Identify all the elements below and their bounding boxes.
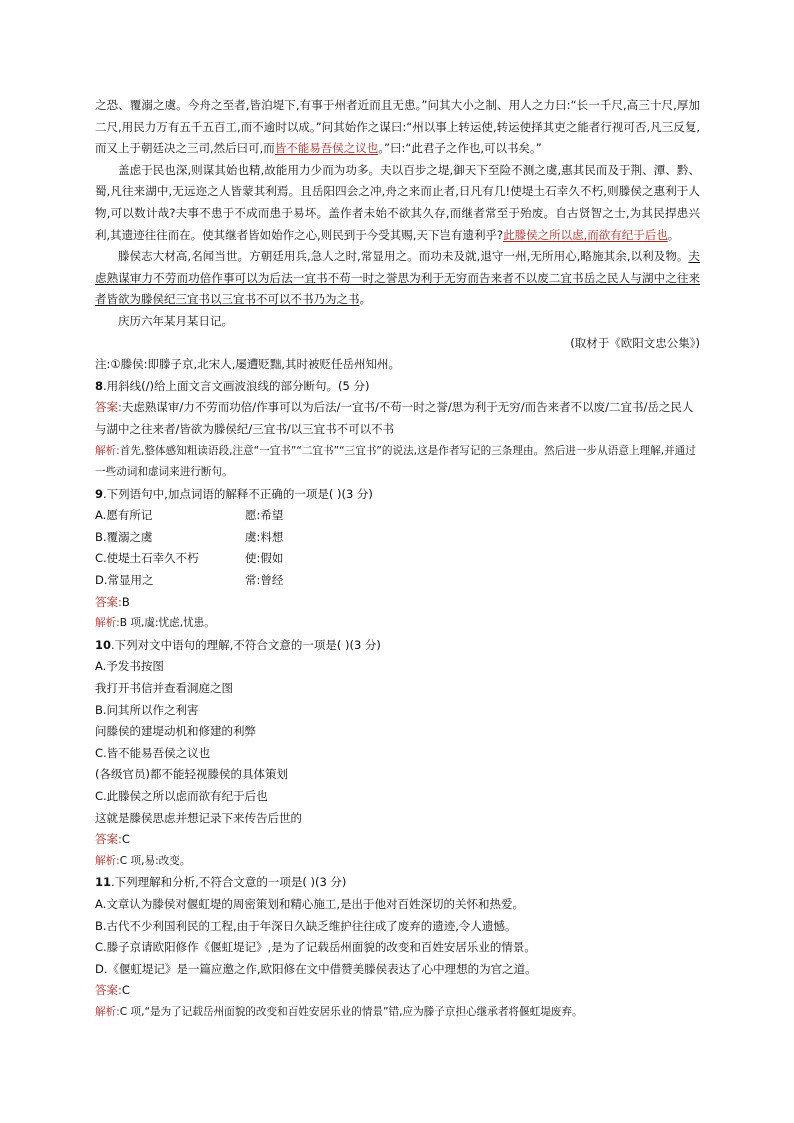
footnote: 注:①滕侯:即滕子京,北宋人,屡遭贬黜,其时被贬任岳州知州。 [95, 357, 401, 372]
answer-label: 答案: [95, 594, 122, 609]
question-text: .下列语句中,加点词语的解释不正确的一项是( )(3 分) [103, 486, 373, 501]
option-explanation: 虞:料想 [245, 529, 284, 544]
answer-label: 答案: [95, 983, 122, 998]
question-text: .用斜线(/)给上面文言文画波浪线的部分断句。(5 分) [103, 378, 370, 393]
option-line: C.滕子京请欧阳修作《偃虹堤记》,是为了记载岳州面貌的改变和百姓安居乐业的情景。 [95, 940, 536, 955]
option-phrase: A.愿有所记 [95, 508, 153, 523]
option-line: C.皆不能易吾侯之议也 [95, 745, 211, 760]
answer-text: B [121, 594, 130, 609]
passage-text: 。”曰:“此君子之作也,可以书矣。” [378, 141, 542, 156]
passage-paragraph-1 [95, 95, 700, 160]
option-phrase: D.常显用之 [95, 573, 154, 588]
question-10-answer [95, 829, 700, 851]
option-line: A.文章认为滕侯对偃虹堤的周密策划和精心施工,是出于他对百姓深切的关怀和热爱。 [95, 896, 524, 911]
question-number: 9 [95, 486, 104, 501]
passage-paragraph-2 [95, 160, 700, 246]
passage-text: 滕侯志大材高,名闻当世。方朝廷用兵,急人之时,常显用之。而功未及就,退守一州,无所用心,略施其余,以利及物。 [118, 249, 689, 264]
analysis-text: C 项,“是为了记载岳州面貌的改变和百姓安居乐业的情景”错,应为滕子京担心继承者将偃虹堤废弃。 [119, 1005, 583, 1018]
option-row [95, 548, 700, 570]
question-8-analysis [95, 441, 700, 484]
answer-label: 答案: [95, 400, 122, 415]
option-phrase: B.覆溺之虞 [95, 529, 153, 544]
option-line: B.问其所以作之利害 [95, 702, 199, 717]
analysis-text: 首先,整体感知粗读语段,注意“一宜书”“二宜书”“三宜书”的说法,这是作者写记的三条理由。然后进一步从语意上理解,并通过一些动词和虚词来进行断句。 [95, 444, 696, 479]
question-9-stem [95, 484, 700, 506]
wavy-underlined-part: 夫虑熟谋审力不劳而功倍作事可以为后法一宜书不苟一时之誉思为利于无穷而告来者不以废二宜书岳之民人与湖中之往来者皆欲为滕侯纪三宜书以三宜书不可以不书乃为之书 [95, 249, 700, 307]
question-10-stem [95, 635, 700, 657]
answer-text: C [121, 832, 130, 847]
question-11-analysis [95, 1002, 700, 1024]
answer-text: C [121, 983, 130, 998]
question-8-answer [95, 397, 700, 440]
answer-label: 答案: [95, 832, 122, 847]
option-line: D.《偃虹堤记》是一篇应邀之作,欧阳修在文中借赞美滕侯表达了心中理想的为官之道。 [95, 961, 537, 976]
analysis-label: 解析: [95, 617, 120, 630]
option-explanation: 愿:希望 [245, 508, 284, 523]
option-explanation: 常:曾经 [245, 573, 284, 588]
underlined-sentence: 此滕侯之所以虑,而欲有纪于后也 [503, 227, 668, 242]
question-number: 11 [95, 875, 112, 890]
question-number: 8 [95, 378, 104, 393]
analysis-text: B 项,虞:忧虑,忧患。 [119, 617, 215, 630]
question-9-analysis [95, 613, 700, 635]
passage-paragraph-3 [95, 246, 700, 311]
passage-source: (取材于《欧阳文忠公集》) [570, 335, 700, 350]
analysis-label: 解析: [95, 854, 120, 867]
option-line: A.予发书按图 [95, 659, 164, 674]
option-phrase: C.使堤土石幸久不朽 [95, 551, 199, 566]
option-line: C.此滕侯之所以虑而欲有纪于后也 [95, 789, 268, 803]
analysis-label: 解析: [95, 444, 120, 457]
question-text: .下列对文中语句的理解,不符合文意的一项是( )(3 分) [111, 637, 381, 652]
passage-text: 。 [667, 227, 680, 242]
passage-date-line: 庆历六年某月某日记。 [118, 313, 233, 328]
option-line: 这就是滕侯思虑并想记录下来传告后世的 [95, 810, 302, 825]
document-content [95, 95, 700, 1024]
question-text: .下列理解和分析,不符合文意的一项是( )(3 分) [111, 875, 347, 890]
option-line: B.古代不少利国利民的工程,由于年深日久缺乏维护往往成了废弃的遗迹,令人遗憾。 [95, 918, 517, 933]
question-9-answer [95, 592, 700, 614]
passage-text: 之恐、覆溺之虞。今舟之至者,皆泊堤下,有事于州者近而且无患。”问其大小之制、用人之力曰:“长一千尺,高三十尺,厚加二尺,用民力万有五千五百工,而不逾时以成。”问其始作之谋曰:“州以事上转运使,转运使择其吏之能者行视可否,凡三反复,而又上于朝廷决之三司,然后曰可,而 [95, 98, 700, 156]
option-line: (各级官员)都不能轻视滕侯的具体策划 [95, 767, 288, 782]
analysis-text: C 项,易:改变。 [119, 854, 191, 867]
option-explanation: 使:假如 [245, 551, 284, 566]
question-number: 10 [95, 637, 112, 652]
option-line: 我打开书信并查看洞庭之图 [95, 681, 233, 696]
option-line: 问滕侯的建堤动机和修建的利弊 [95, 724, 256, 739]
question-8-stem [95, 376, 700, 398]
question-11-answer [95, 980, 700, 1002]
question-10-analysis [95, 851, 700, 873]
passage-text: 。 [359, 292, 371, 307]
passage-text: 盖虑于民也深,则谋其始也精,故能用力少而为功多。夫以百步之堤,御天下至险不测之虞,惠其民而及于荆、潭、黔、蜀,凡往来湖中,无远迩之人皆蒙其利焉。且岳阳四会之冲,舟之来而止者,日凡有几!使堤土石幸久不朽,则滕侯之惠利于人物,可以数计哉?夫事不患于不成而患于易坏。盖作者未始不欲其久存,而继者常至于殆废。自古贤智之士,为其民捍患兴利,其遗迹往往而在。使其继者皆如始作之心,则民到于今受其赐,天下岂有遗利乎? [95, 162, 700, 242]
underlined-sentence: 皆不能易吾侯之议也 [274, 141, 379, 156]
question-11-stem [95, 872, 700, 894]
answer-text: 夫虑熟谋审/力不劳而功倍/作事可以为后法/一宜书/不苟一时之誉/思为利于无穷/而告来者不以废/二宜书/岳之民人与湖中之往来者/皆欲为滕侯纪/三宜书/以三宜书不可以不书 [95, 400, 694, 436]
option-row [95, 527, 700, 549]
analysis-label: 解析: [95, 1005, 120, 1018]
option-row [95, 570, 700, 592]
option-row [95, 505, 700, 527]
